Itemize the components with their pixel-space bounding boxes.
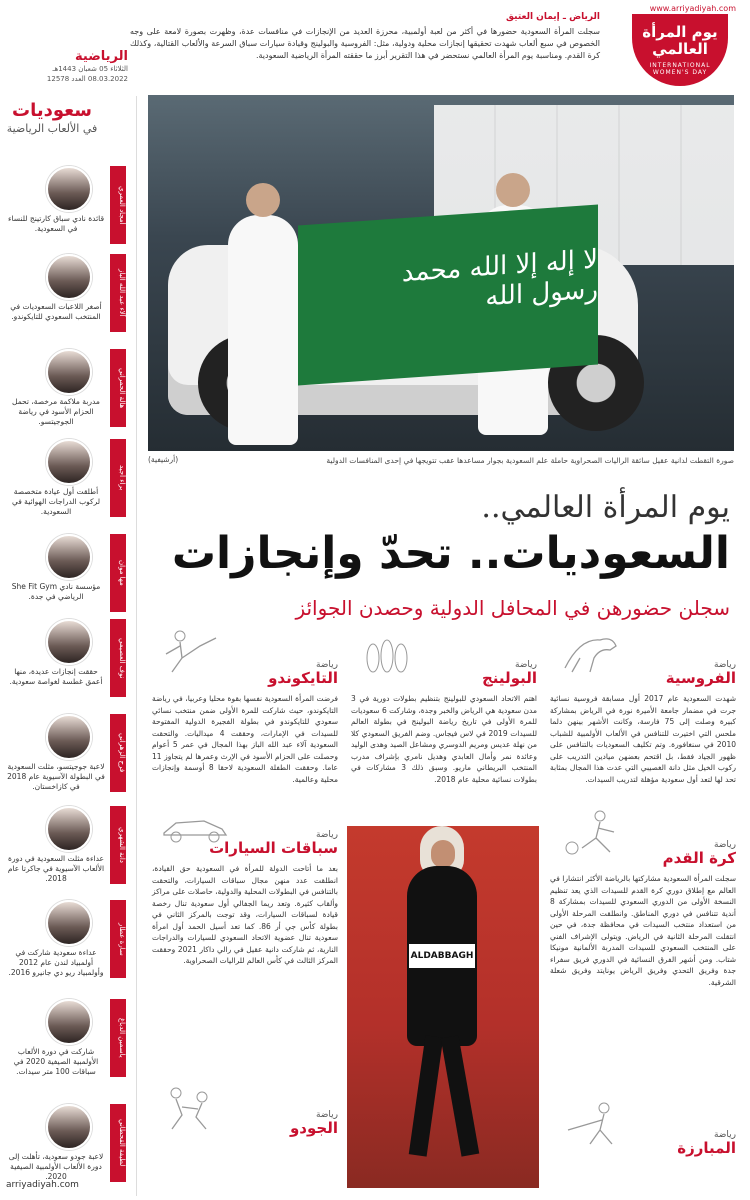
athlete-card [0, 347, 128, 432]
athlete-card [0, 252, 128, 337]
runner-leg [409, 1035, 444, 1156]
sport-kicker: رياضة [713, 660, 736, 670]
headline-title: السعوديات.. تحدّ وإنجازات [171, 528, 730, 579]
athlete-avatar [46, 254, 92, 300]
womens-day-logo [632, 14, 728, 86]
womens-day-title: يوم المرأة العالمي [642, 23, 718, 58]
headline-kicker: يوم المرأة العالمي.. [481, 490, 730, 525]
athlete-avatar [46, 439, 92, 485]
athlete-caption: مؤسسة نادي She Fit Gym الرياضي في جدة. [11, 582, 101, 601]
athlete-name: نوف العصيمي [110, 619, 126, 697]
athletes-sidebar [0, 92, 128, 1200]
athlete-avatar [46, 999, 92, 1045]
sport-equestrian [550, 660, 736, 785]
driver-head [246, 183, 280, 217]
sidebar-title: سعوديات [12, 100, 92, 121]
saudi-flag [298, 205, 598, 386]
sport-kicker: رياضة [713, 840, 736, 850]
athlete-card [0, 898, 128, 983]
brand-block [608, 0, 750, 90]
athlete-avatar [46, 166, 92, 212]
sport-body: بعد ما أتاحت الدولة للمرأة في السعودية حق القيادة، انطلقت عدد منهن مجال سباقات السيارات، والتحقت بالتنافس في البطولات المحلية والدولية، حاصلات على مراكز وألقاب كثيرة. وتعد ريما الجفالي أول سعودية تنال رخصة قيادة لسباقات السيارات، وقد توجت بالمركز الثاني في بطولة كأس جي أر 86. كما تعد أسيل الحمد أول امرأة سعودية تنال عضوية الاتحاد السعودي للسيارات والدراجات النارية، ثم شاركت دانية عقيل في رالي داكار 2021 وحققت المركز الثالث في كأس العالم للراليات الصحراوية. [152, 864, 338, 965]
athlete-name: فرح الزهراني [110, 714, 126, 792]
codriver-head [496, 173, 530, 207]
runner-photo [347, 826, 539, 1188]
publication-logo: الرياضية [75, 49, 128, 64]
athlete-caption: أطلقت أول عيادة متخصصة لركوب الدراجات الهوائية في السعودية. [11, 487, 101, 516]
photo-caption: صورة التقطت لدانية عقيل سائقة الراليات الصحراوية حاملة علم السعودية بجوار مساعدها عقب تتويجها في إحدى المنافسات الدولية [326, 456, 734, 465]
page-header [0, 0, 750, 90]
bowling-pins-icon [355, 628, 415, 676]
athlete-caption: لاعبة جوجيتسو، مثلت السعودية في البطولة الآسيوية عام 2018 في كازاخستان. [7, 762, 105, 791]
sport-title: كرة القدم [662, 849, 736, 867]
lead-paragraph: سجلت المرأة السعودية حضورها في أكثر من لعبة أولمبية، محرزة العديد من الإنجازات في منافسات عدة، وظهرت بصورة لامعة على وجه الخصوص في سبع ألعاب شهدت تحقيقها إنجازات محلية ودولية، مثل: الفروسية والبولينج وقيادة سيارات سباق السرعة والألعاب القتالية، وكذلك كرة القدم. ومناسبة يوم المرأة العالمي نستحضر في هذا التقرير أبرز ما حققته المرأة الرياضية السعودية. [130, 27, 600, 60]
athlete-name: براء أجيد [110, 439, 126, 517]
sport-bowling [351, 660, 537, 785]
byline: الرياض ـ إيمان العتيق [506, 12, 600, 22]
photo-credit: (أرشيفية) [148, 455, 179, 464]
rally-photo [148, 95, 734, 451]
taekwondo-icon [160, 628, 220, 676]
athlete-name: مها موان [110, 534, 126, 612]
sport-kicker: رياضة [315, 830, 338, 840]
horse-icon [560, 628, 620, 676]
publication-issue: 08.03.2022 العدد 12578 [46, 75, 128, 83]
womens-day-subtitle: INTERNATIONAL WOMEN'S DAY [649, 62, 711, 76]
sidebar-subtitle: في الألعاب الرياضية [6, 122, 98, 135]
athlete-card [0, 804, 128, 889]
athlete-caption: أصغر اللاعبات السعوديات في المنتخب السعودي للتايكوندو. [10, 302, 102, 321]
athlete-avatar [46, 534, 92, 580]
fencing-icon [560, 1100, 620, 1148]
sport-title: سباقات السيارات [209, 839, 338, 857]
athlete-name: أمجاد العمري [110, 166, 126, 244]
sport-title: المبارزة [677, 1139, 736, 1157]
athlete-caption: حققت إنجازات عديدة، منها أعمق غطسة لغواصة سعودية. [9, 667, 103, 686]
sport-taekwondo [152, 660, 338, 785]
athlete-card [0, 997, 128, 1082]
footer-url[interactable]: arriyadiyah.com [6, 1180, 79, 1190]
athlete-card [0, 437, 128, 522]
athlete-avatar [46, 349, 92, 395]
football-icon [560, 808, 620, 856]
athlete-caption: لاعبة جودو سعودية، تأهلت إلى دورة الألعاب الأولمبية الصيفية 2020. [8, 1152, 104, 1181]
athlete-name: دانة الشهري [110, 806, 126, 884]
column-divider [136, 96, 137, 1196]
runner-bib: ALDABBAGH [409, 944, 475, 968]
sport-title: البولينج [482, 669, 537, 687]
athlete-name: سارة عطار [110, 900, 126, 978]
sport-kicker: رياضة [315, 660, 338, 670]
athlete-caption: عداءة مثلت السعودية في دورة الألعاب الآسيوية في جاكرتا عام 2018. [7, 854, 105, 883]
sport-body: شهدت السعودية عام 2017 أول مسابقة فروسية نسائية جرت في مضمار جامعة الأميرة نورة في الرياض بمشاركة كبيرة وصلت إلى 75 فارسة، وكانت الأشهر بينهن دلما ملحس التي اختيرت للتنافس في الألعاب الأولمبية للشباب 2010 في سنغافورة. وتم تكليف السعوديات بالتنافس على ظهور الجياد فقط، بل اقتحم بعضهن ميادين التدريب على ركوب الخيل مثل دانة الغصيبي التي عدت هذا المجال بمثابة تحد لها لتعد أول سعودية مؤهلة لتدريب السيدات. [550, 694, 737, 784]
judo-icon [160, 1085, 220, 1133]
sport-kicker: رياضة [713, 1130, 736, 1140]
athlete-card [0, 1102, 128, 1187]
sport-kicker: رياضة [315, 1110, 338, 1120]
athlete-avatar [46, 714, 92, 760]
publication-info [8, 49, 128, 84]
headline-subtitle: سجلن حضورهن في المحافل الدولية وحصدن الجوائز [295, 596, 730, 620]
brand-url[interactable]: www.arriyadiyah.com [649, 4, 736, 13]
athlete-name: هالة الحمراني [110, 349, 126, 427]
athlete-avatar [46, 1104, 92, 1150]
athlete-caption: عداءة سعودية شاركت في أولمبياد لندن عام 2012 وأولمبياد ريو دي جانيرو 2016. [8, 948, 104, 977]
flag-calligraphy: لا إله إلا الله محمد رسول الله [401, 244, 598, 313]
runner-leg [441, 1035, 480, 1156]
athlete-caption: مدربة ملاكمة مرخصة، تحمل الحزام الأسود في رياضة الجوجيتسو. [12, 397, 100, 426]
sport-kicker: رياضة [514, 660, 537, 670]
sport-body: اهتم الاتحاد السعودي للبولينج بتنظيم بطولات دورية في 3 مدن سعودية هي الرياض والخبر وجدة، وشاركت 6 سعوديات للمرة الأولى في تاريخ رياضة البولينج في بطولة العالم للسيدات 2019 في لاس فيجاس. وضم الفريق السعودي كلا من نهلة عديس ومريم الدوسري ومشاعل الصيد وهدى الوليد وعائدة نمر وأمال العابدي وهديل نامري بإشراف مدرب المنتخب البريطاني ماريو. وسبق ذلك 3 مشاركات في بطولات نسائية محلية عام 2018. [351, 694, 538, 784]
athlete-name: آلاء عبد الله الباز [110, 254, 126, 332]
athlete-card [0, 532, 128, 617]
athlete-avatar [46, 619, 92, 665]
racing-car-icon [160, 805, 230, 845]
athlete-card [0, 617, 128, 702]
athlete-caption: قائدة نادي سباق كارتينج للنساء في السعودية. [7, 214, 105, 233]
sport-title: الفروسية [665, 669, 736, 687]
athlete-avatar [46, 806, 92, 852]
driver-figure [228, 215, 298, 445]
runner-face [431, 840, 455, 868]
sport-racing [152, 830, 338, 967]
sport-football [550, 840, 736, 988]
athlete-name: لطيفة القحطاني [110, 1104, 126, 1182]
athlete-name: ياسمين الدباغ [110, 999, 126, 1077]
athlete-card [0, 712, 128, 797]
publication-date: الثلاثاء 05 شعبان 1443هـ [52, 65, 128, 73]
sport-body: سجلت المرأة السعودية مشاركتها بالرياضة الأكثر انتشارا في العالم مع إطلاق دوري كرة القدم للسيدات الذي يعد تنظيم النسخة الأولى من الدوري السعودي للسيدات بمشاركة 8 أندية تتنافس في دوري المناطق. وانطلقت المرحلة الأولى من استعداد منتخب السيدات في محافظة جدة، في حين انتقلت المرحلة الثانية في الرياض. ويتولى الإشراف الفني على المنتخب السعودي للسيدات المدربة الألمانية مونيكا شتاب. ومن أشهر الفرق النسائية في الدوري فريق سفراء جدة وفريق التحدي وفريق الرياض يونايتد وفريق شعلة الشرقية. [550, 874, 736, 987]
athlete-caption: شاركت في دورة الألعاب الأولمبية الصيفية 2020 في سباقات 100 متر سيدات. [13, 1047, 99, 1076]
athlete-card [0, 164, 128, 249]
sport-title: التايكوندو [268, 669, 338, 687]
sport-title: الجودو [289, 1119, 338, 1137]
athlete-avatar [46, 900, 92, 946]
sport-body: فرضت المرأة السعودية نفسها بقوة محليا وعربيا، في رياضة التايكوندو، حيث شاركت للمرة الأولى ضمن منتخب نسائي سعودي للتايكوندو في بطولة الفجيرة الدولية المفتوحة للسيدات في الإمارات، وحققت 4 ميداليات. والتحقت السعودية آلاء عبد الله الباز بهذا المجال في عمر 5 أعوام وحصلت على الحزام الأسود في الإرث وعمرها لم يتجاوز 11 عاما. وحققت الطفلة السعودية لاحقا 8 أوسمة وإنجازات محلية وعالمية. [152, 694, 339, 784]
